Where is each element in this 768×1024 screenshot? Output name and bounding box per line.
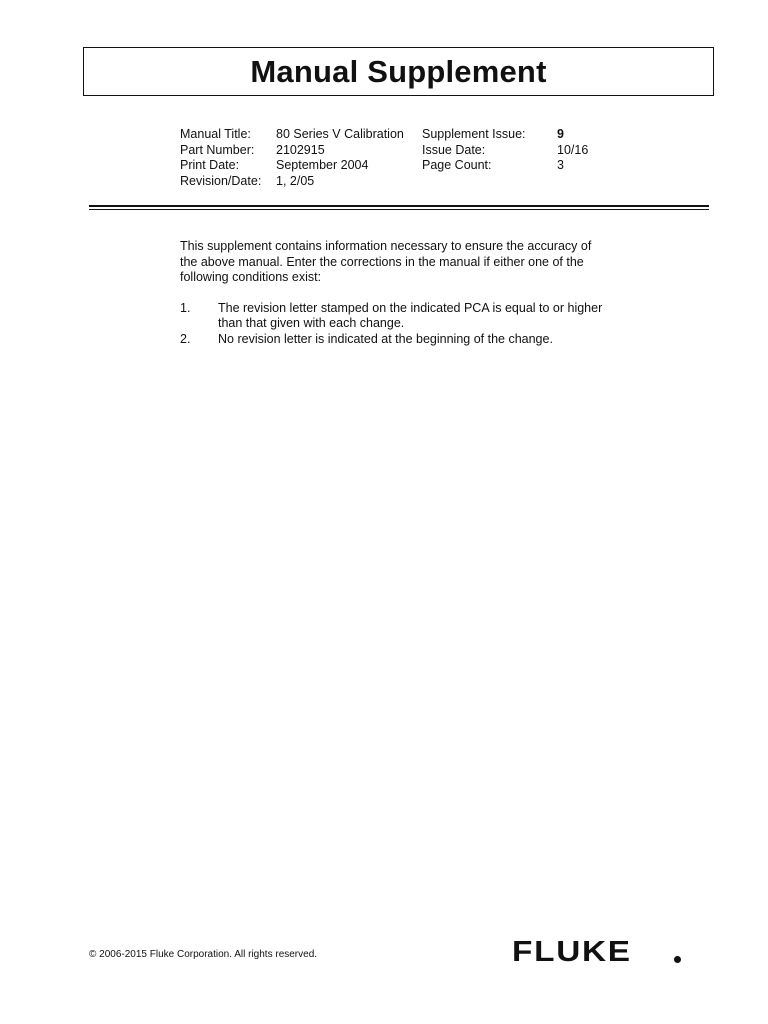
list-item xyxy=(180,301,610,332)
fluke-logo xyxy=(512,936,632,968)
title-box xyxy=(83,47,714,96)
part-number-label: Part Number: xyxy=(180,142,255,157)
manual-title-label: Manual Title: xyxy=(180,127,251,141)
page-count-value: 3 xyxy=(557,158,564,172)
meta-row-manual-title xyxy=(180,127,617,143)
manual-metadata xyxy=(180,127,617,189)
list-text: The revision letter stamped on the indicated PCA is equal to or higher than that given with each change. xyxy=(218,300,603,330)
conditions-list xyxy=(180,301,610,348)
part-number-value: 2102915 xyxy=(276,142,325,157)
print-date-value: September 2004 xyxy=(276,158,369,172)
revision-date-label: Revision/Date: xyxy=(180,173,262,188)
divider-thick xyxy=(89,205,709,207)
divider-thin xyxy=(89,209,709,210)
intro-paragraph: This supplement contains information necessary to ensure the accuracy of the above manual. Enter the corrections in the manual if either one of the following conditions exist: xyxy=(180,239,592,284)
issue-date-value: 10/16 xyxy=(557,142,589,157)
logo-wordmark: FLUKE xyxy=(512,936,632,968)
copyright-notice: © 2006-2015 Fluke Corporation. All rights reserved. xyxy=(89,949,318,960)
page-title: Manual Supplement xyxy=(250,53,547,89)
revision-date-value: 1, 2/05 xyxy=(276,173,315,188)
page-count-label: Page Count: xyxy=(422,158,492,172)
list-item xyxy=(180,332,610,348)
supplement-body xyxy=(180,239,610,347)
list-number: 2. xyxy=(180,331,191,346)
empty-value xyxy=(557,174,617,190)
issue-date-label: Issue Date: xyxy=(422,142,486,157)
manual-title-value: 80 Series V Calibration xyxy=(276,127,404,141)
print-date-label: Print Date: xyxy=(180,158,240,172)
empty-label xyxy=(422,174,557,190)
supplement-issue-label: Supplement Issue: xyxy=(422,127,526,141)
list-number: 1. xyxy=(180,300,191,315)
list-text: No revision letter is indicated at the beginning of the change. xyxy=(218,331,553,346)
meta-row-revision-date xyxy=(180,174,617,190)
supplement-issue-value: 9 xyxy=(557,127,564,141)
meta-row-print-date xyxy=(180,158,617,174)
meta-row-part-number xyxy=(180,143,617,159)
registered-mark-icon xyxy=(674,956,681,963)
